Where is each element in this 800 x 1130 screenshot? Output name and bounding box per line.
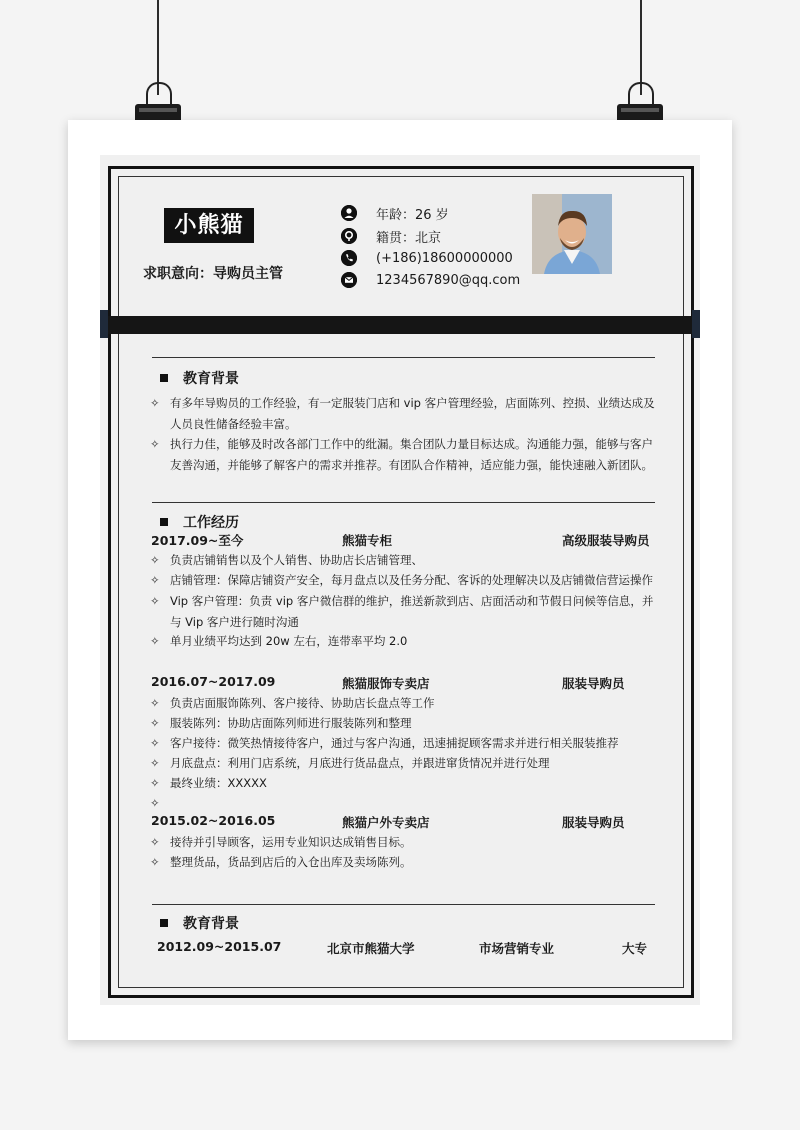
diamond-bullet-icon: ✧ (150, 573, 160, 587)
job-role: 服装导购员 (562, 815, 625, 830)
list-item-text: 月底盘点：利用门店系统，月底进行货品盘点，并跟进窜货情况并进行处理 (170, 756, 550, 770)
list-item-text: 最终业绩：XXXXX (170, 776, 267, 790)
diamond-bullet-icon: ✧ (150, 716, 160, 730)
job-period: 2015.02~2016.05 (151, 813, 276, 828)
diamond-bullet-icon: ✧ (150, 634, 160, 648)
list-item-text: 负责店铺销售以及个人销售、协助店长店铺管理、 (170, 553, 423, 567)
list-item (150, 550, 655, 571)
section-title-work (160, 512, 239, 532)
diamond-bullet-icon: ✧ (150, 396, 160, 410)
info-email-text: 1234567890@qq.com (376, 272, 521, 288)
diamond-bullet-icon: ✧ (150, 553, 160, 567)
list-item (150, 570, 655, 591)
section-divider (152, 904, 655, 905)
job-header (151, 674, 655, 692)
education-degree: 大专 (622, 941, 648, 956)
job-header (151, 531, 655, 549)
education-major: 市场营销专业 (479, 941, 555, 956)
section-title-education-intro (160, 368, 239, 388)
section-title-text: 教育背景 (183, 371, 239, 387)
list-item-text (170, 793, 655, 814)
square-bullet-icon (160, 919, 168, 927)
square-bullet-icon (160, 374, 168, 382)
list-item (150, 631, 655, 652)
section-title-education (160, 913, 239, 933)
diamond-bullet-icon: ✧ (150, 796, 160, 810)
job-role: 高级服装导购员 (562, 533, 650, 548)
education-row (157, 939, 655, 957)
square-bullet-icon (160, 518, 168, 526)
section-title-text: 工作经历 (183, 515, 239, 531)
list-item-text: 店铺管理：保障店铺资产安全，每月盘点以及任务分配、客诉的处理解决以及店铺微信营运操作 (170, 573, 653, 587)
list-item-text: Vip 客户管理：负责 vip 客户微信群的维护，推送新款到店、店面活动和节假日问候等信息，并与 Vip 客户进行随时沟通 (170, 594, 654, 629)
diamond-bullet-icon: ✧ (150, 594, 160, 608)
job-company: 熊猫专柜 (342, 533, 393, 548)
list-item (150, 713, 655, 734)
list-item-text: 负责店面服饰陈列、客户接待、协助店长盘点等工作 (170, 696, 435, 710)
info-age-text: 年龄：26 岁 (376, 207, 449, 223)
job-company: 熊猫服饰专卖店 (342, 676, 430, 691)
phone-icon (341, 250, 357, 266)
info-age (341, 203, 449, 223)
right-hanging-wire (640, 0, 642, 95)
profile-photo (532, 194, 612, 274)
list-item (150, 434, 655, 476)
job-period: 2017.09~至今 (151, 533, 244, 548)
list-item (150, 393, 655, 435)
diamond-bullet-icon: ✧ (150, 437, 160, 451)
education-school: 北京市熊猫大学 (327, 941, 415, 956)
job-role: 服装导购员 (562, 676, 625, 691)
diamond-bullet-icon: ✧ (150, 736, 160, 750)
job-intent: 求职意向：导购员主管 (143, 266, 283, 282)
list-item-text: 整理货品，货品到店后的入仓出库及卖场陈列。 (170, 855, 412, 869)
info-hometown (341, 226, 441, 246)
list-item-text: 客户接待：微笑热情接待客户，通过与客户沟通，迅速捕捉顾客需求并进行相关服装推荐 (170, 736, 619, 750)
info-phone (341, 248, 513, 268)
info-email (341, 270, 520, 290)
location-icon (341, 228, 357, 244)
list-item (150, 591, 655, 633)
section-divider (152, 502, 655, 503)
job-header (151, 813, 655, 831)
list-item-text: 接待并引导顾客，运用专业知识达成销售目标。 (170, 835, 412, 849)
list-item (150, 793, 655, 814)
list-item (150, 773, 655, 794)
section-divider (152, 357, 655, 358)
list-item-text: 服装陈列：协助店面陈列师进行服装陈列和整理 (170, 716, 412, 730)
education-period: 2012.09~2015.07 (157, 939, 282, 954)
diamond-bullet-icon: ✧ (150, 835, 160, 849)
list-item-text: 执行力佳，能够及时改各部门工作中的纰漏。集合团队力量目标达成。沟通能力强，能够与客户友善沟通，并能够了解客户的需求并推荐。有团队合作精神，适应能力强，能快速融入新团队。 (170, 437, 653, 472)
section-title-text: 教育背景 (183, 916, 239, 932)
job-period: 2016.07~2017.09 (151, 674, 276, 689)
list-item-text: 有多年导购员的工作经验，有一定服装门店和 vip 客户管理经验，店面陈列、控损、业绩达成及人员良性储备经验丰富。 (170, 396, 655, 431)
list-item (150, 733, 655, 754)
candidate-name: 小熊猫 (164, 208, 254, 243)
diamond-bullet-icon: ✧ (150, 756, 160, 770)
diamond-bullet-icon: ✧ (150, 776, 160, 790)
list-item-text: 单月业绩平均达到 20w 左右，连带率平均 2.0 (170, 634, 408, 648)
list-item (150, 753, 655, 774)
info-hometown-text: 籍贯：北京 (376, 230, 442, 246)
list-item (150, 832, 655, 853)
left-hanging-wire (157, 0, 159, 95)
person-icon (341, 205, 357, 221)
job-company: 熊猫户外专卖店 (342, 815, 430, 830)
header-band (100, 316, 700, 334)
info-phone-text: (+186)18600000000 (376, 250, 513, 266)
list-item (150, 693, 655, 714)
diamond-bullet-icon: ✧ (150, 855, 160, 869)
mail-icon (341, 272, 357, 288)
list-item (150, 852, 655, 873)
diamond-bullet-icon: ✧ (150, 696, 160, 710)
